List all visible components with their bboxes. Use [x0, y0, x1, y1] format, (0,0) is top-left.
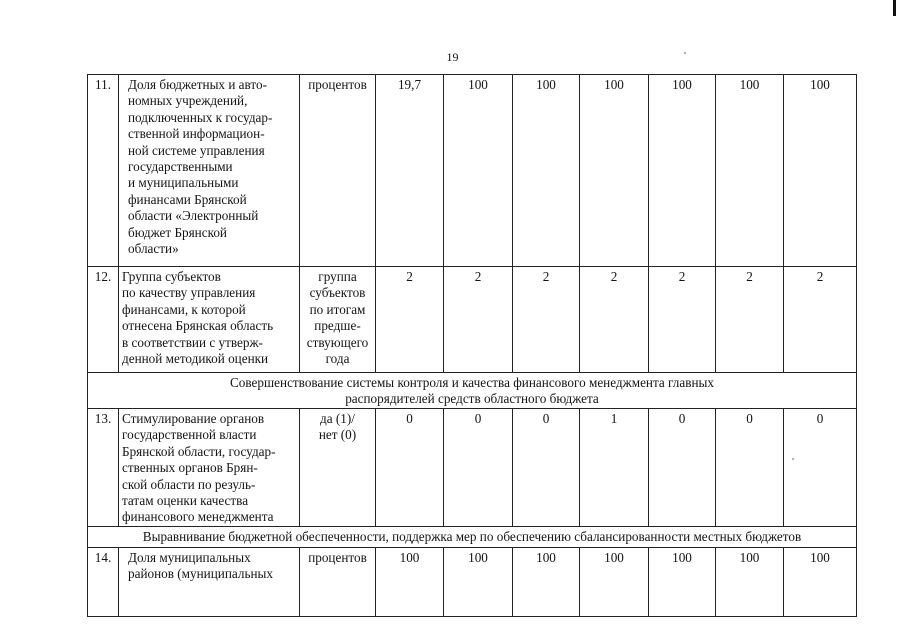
indicator-name-line: Доля муниципальных: [128, 550, 251, 565]
indicator-value: 100: [649, 75, 716, 267]
indicator-value: 2: [376, 267, 444, 373]
indicator-name-line: номных учреждений,: [128, 93, 248, 109]
indicator-name-line: финансового менеджмента: [122, 509, 274, 525]
indicator-name-line: по качеству управления: [122, 285, 256, 301]
unit-of-measure: [300, 548, 376, 617]
indicator-value: 100: [649, 548, 716, 617]
indicator-value: 19,7: [376, 75, 444, 267]
indicator-name: [119, 75, 300, 267]
indicator-value: 0: [784, 409, 857, 527]
indicator-name-line: государственной власти: [122, 427, 257, 443]
indicator-value: 100: [784, 548, 857, 617]
unit-line: по итогам: [309, 301, 366, 317]
indicator-value: 0: [513, 409, 580, 527]
indicator-name-line: области»: [128, 241, 179, 257]
unit-line: группа: [318, 269, 357, 284]
section-row: [88, 373, 857, 409]
indicator-name-line: Группа субъектов: [122, 269, 221, 284]
indicator-value: 1: [580, 409, 649, 527]
indicator-value: 2: [649, 267, 716, 373]
unit-of-measure: [300, 75, 376, 267]
section-row: [88, 527, 857, 548]
table-row: [88, 548, 857, 617]
indicator-name-line: денной методикой оценки: [122, 351, 269, 367]
indicator-value: 100: [513, 548, 580, 617]
indicator-name-line: финансами Брянской: [128, 191, 247, 207]
indicator-value: 2: [444, 267, 513, 373]
indicator-name-line: и муниципальными: [128, 175, 239, 191]
indicator-name: [119, 548, 300, 617]
unit-of-measure: [300, 267, 376, 373]
indicator-name-line: Брянской области, государ-: [122, 443, 276, 459]
indicator-name: [119, 267, 300, 373]
table-row: [88, 267, 857, 373]
indicator-value: 100: [580, 75, 649, 267]
unit-line: года: [325, 351, 350, 367]
indicator-value: 100: [716, 75, 784, 267]
unit-line: да (1)/: [320, 411, 355, 426]
row-number: 12.: [88, 267, 119, 373]
indicator-name-line: ской области по резуль-: [122, 476, 256, 492]
indicator-value: 100: [444, 548, 513, 617]
section-title: [88, 527, 857, 548]
indicator-value: 100: [716, 548, 784, 617]
section-title-line: Совершенствование системы контроля и качества финансового менеджмента главных: [230, 375, 714, 390]
indicator-value: 0: [716, 409, 784, 527]
section-title: [88, 373, 857, 409]
table-row: [88, 75, 857, 267]
indicator-value: 0: [376, 409, 444, 527]
indicator-value: 100: [376, 548, 444, 617]
unit-line: процентов: [308, 550, 367, 565]
row-number: 13.: [88, 409, 119, 527]
indicators-table: [87, 74, 857, 617]
indicator-value: 0: [649, 409, 716, 527]
indicator-value: 0: [444, 409, 513, 527]
table-body: [88, 75, 857, 617]
indicator-value: 2: [513, 267, 580, 373]
indicator-name-line: Стимулирование органов: [122, 411, 265, 426]
indicator-name-line: Доля бюджетных и авто-: [128, 77, 268, 92]
indicator-name-line: районов (муниципальных: [128, 566, 273, 582]
unit-line: процентов: [308, 77, 367, 92]
indicator-value: 100: [580, 548, 649, 617]
indicator-name-line: бюджет Брянской: [128, 224, 227, 240]
section-title-line: Выравнивание бюджетной обеспеченности, поддержка мер по обеспечению сбалансированности местных бюджетов: [142, 529, 802, 544]
indicator-value: 2: [784, 267, 857, 373]
indicator-value: 100: [444, 75, 513, 267]
row-number: 14.: [88, 548, 119, 617]
indicator-name: [119, 409, 300, 527]
indicator-name-line: отнесена Брянская область: [122, 318, 274, 334]
indicator-name-line: области «Электронный: [128, 208, 259, 224]
indicator-name-line: финансами, к которой: [122, 301, 246, 317]
page-number: 19: [446, 50, 459, 64]
scan-speck: [684, 52, 686, 54]
section-title-line: распорядителей средств областного бюджета: [345, 391, 599, 407]
unit-line: ствующего: [306, 334, 369, 350]
unit-of-measure: [300, 409, 376, 527]
unit-line: нет (0): [318, 427, 357, 443]
indicator-name-line: ственных органов Брян-: [122, 460, 258, 476]
indicator-name-line: подключенных к государ-: [128, 109, 273, 125]
scan-edge-mark: [893, 0, 896, 16]
unit-line: субъектов: [309, 285, 366, 301]
indicator-value: 100: [784, 75, 857, 267]
indicator-name-line: в соответствии с утверж-: [122, 334, 263, 350]
indicator-name-line: государственными: [128, 159, 233, 175]
indicator-name-line: ственной информацион-: [128, 126, 265, 142]
table-row: [88, 409, 857, 527]
indicator-name-line: татам оценки качества: [122, 493, 249, 509]
indicator-name-line: ной системе управления: [128, 142, 265, 158]
indicator-value: 100: [513, 75, 580, 267]
indicator-value: 2: [580, 267, 649, 373]
indicator-value: 2: [716, 267, 784, 373]
unit-line: предше-: [314, 318, 361, 334]
row-number: 11.: [88, 75, 119, 267]
